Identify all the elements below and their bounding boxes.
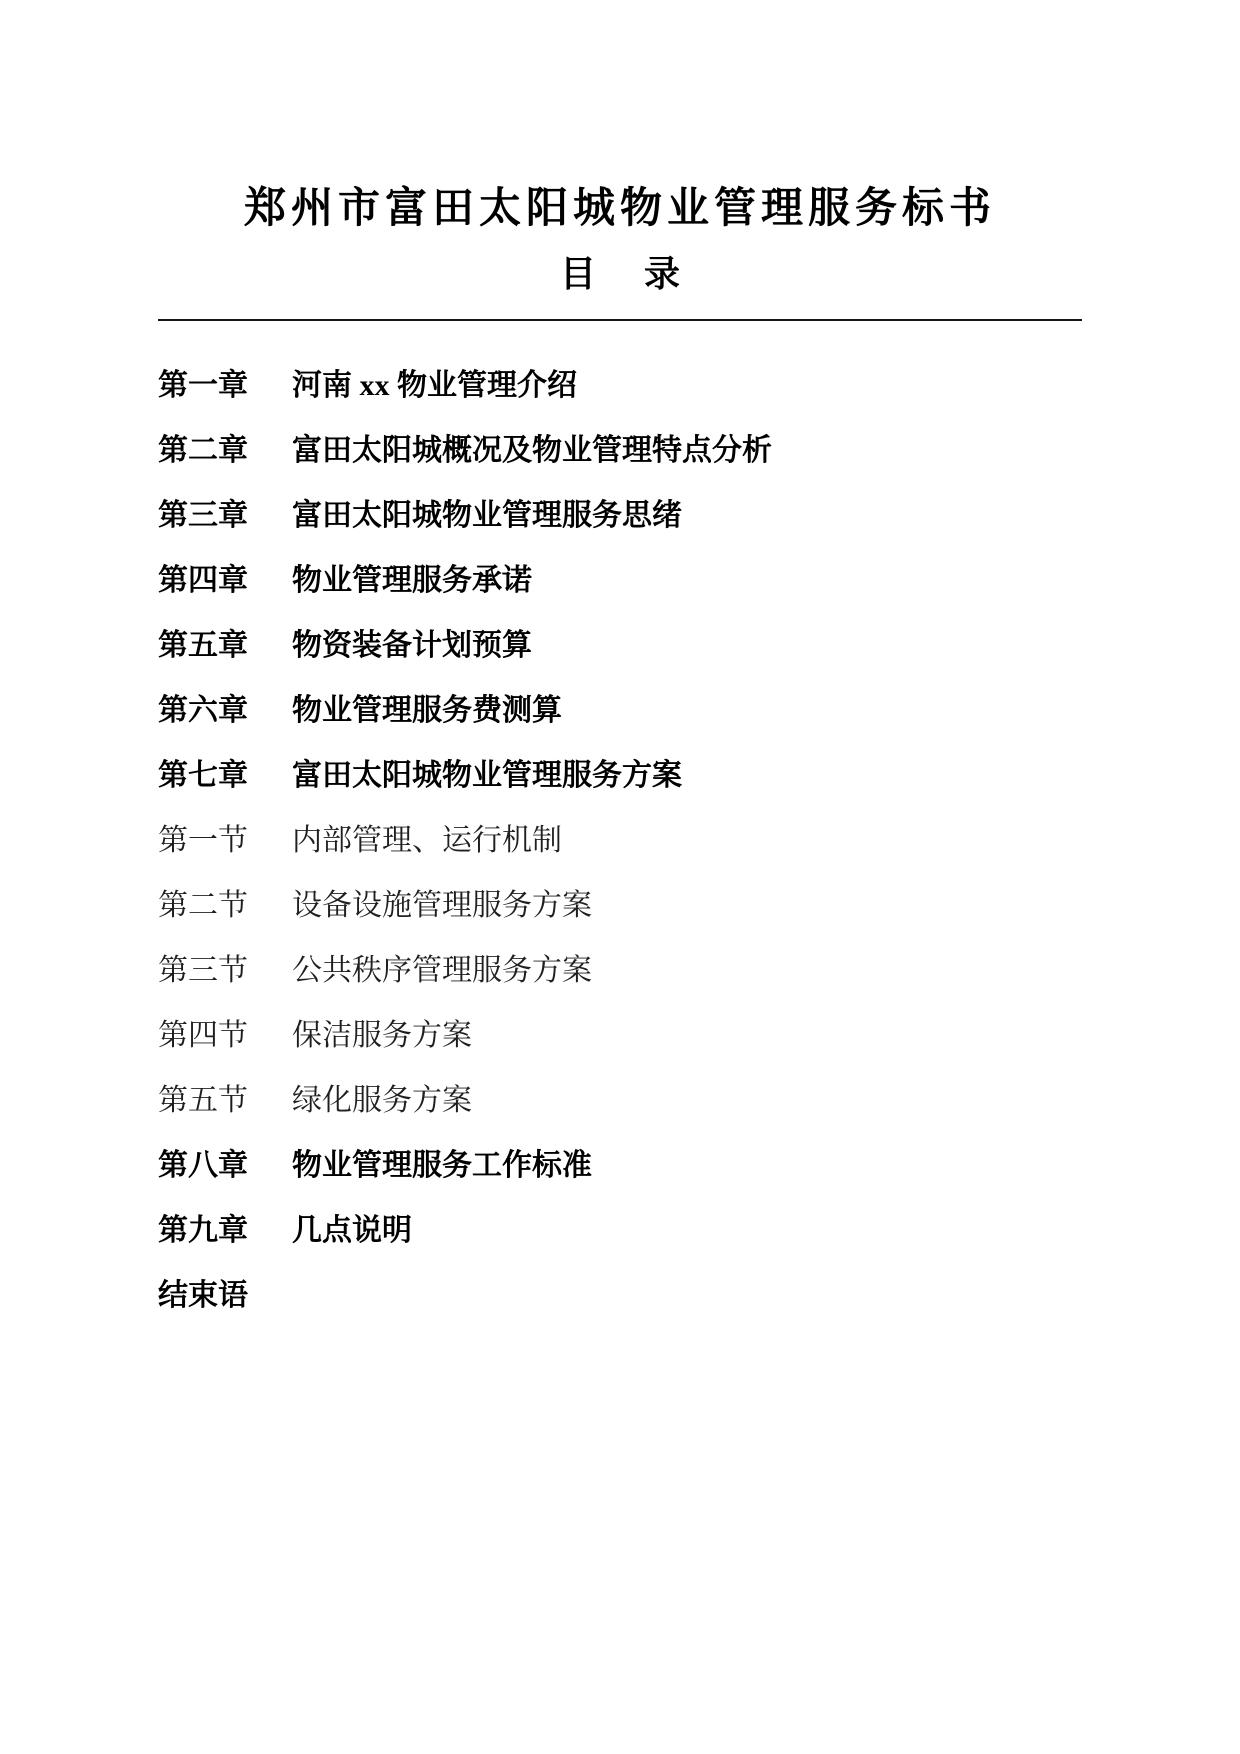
toc-list <box>158 370 1082 1312</box>
toc-entry-title: 物业管理服务费测算 <box>292 694 562 727</box>
toc-entry-title: 公共秩序管理服务方案 <box>292 954 592 987</box>
toc-heading <box>158 253 1082 294</box>
toc-entry-title: 内部管理、运行机制 <box>292 824 562 857</box>
toc-entry-label: 第八章 <box>158 1149 248 1182</box>
toc-entry <box>158 1085 1082 1117</box>
toc-entry-title: 富田太阳城概况及物业管理特点分析 <box>292 434 772 467</box>
toc-heading-char-right: 录 <box>644 253 681 294</box>
toc-entry <box>158 760 1082 792</box>
toc-entry-label: 第四节 <box>158 1019 248 1052</box>
toc-entry <box>158 1280 1082 1312</box>
toc-entry-label: 第三节 <box>158 954 248 987</box>
toc-entry-label: 第二节 <box>158 889 248 922</box>
toc-entry-label: 第五章 <box>158 629 248 662</box>
toc-entry-label: 第四章 <box>158 564 248 597</box>
toc-entry-title: 绿化服务方案 <box>292 1084 472 1117</box>
toc-entry <box>158 630 1082 662</box>
toc-entry-title: 物业管理服务工作标准 <box>292 1149 592 1182</box>
toc-heading-char-left: 目 <box>559 253 596 294</box>
toc-entry-label: 第一章 <box>158 369 248 402</box>
document-title: 郑州市富田太阳城物业管理服务标书 <box>243 184 996 231</box>
toc-entry-title: 物资装备计划预算 <box>292 629 532 662</box>
toc-entry-title: 设备设施管理服务方案 <box>292 889 592 922</box>
divider-line <box>158 319 1082 321</box>
toc-entry <box>158 1020 1082 1052</box>
toc-entry <box>158 370 1082 402</box>
toc-entry <box>158 695 1082 727</box>
toc-entry-label: 第三章 <box>158 499 248 532</box>
toc-entry-title: 物业管理服务承诺 <box>292 564 532 597</box>
toc-entry-label: 第六章 <box>158 694 248 727</box>
toc-entry-label: 结束语 <box>158 1279 248 1312</box>
toc-entry-label: 第七章 <box>158 759 248 792</box>
toc-entry <box>158 435 1082 467</box>
toc-entry-title: 几点说明 <box>292 1214 412 1247</box>
toc-entry-label: 第一节 <box>158 824 248 857</box>
toc-entry-title: 富田太阳城物业管理服务思绪 <box>292 499 682 532</box>
toc-entry <box>158 955 1082 987</box>
toc-entry-title: 保洁服务方案 <box>292 1019 472 1052</box>
toc-entry-label: 第二章 <box>158 434 248 467</box>
toc-entry <box>158 825 1082 857</box>
toc-entry <box>158 1215 1082 1247</box>
toc-entry <box>158 1150 1082 1182</box>
toc-entry-label: 第五节 <box>158 1084 248 1117</box>
toc-entry <box>158 500 1082 532</box>
toc-entry-title: 富田太阳城物业管理服务方案 <box>292 759 682 792</box>
toc-entry <box>158 565 1082 597</box>
toc-entry-title: 河南 xx 物业管理介绍 <box>292 369 577 402</box>
toc-entry-label: 第九章 <box>158 1214 248 1247</box>
toc-entry <box>158 890 1082 922</box>
